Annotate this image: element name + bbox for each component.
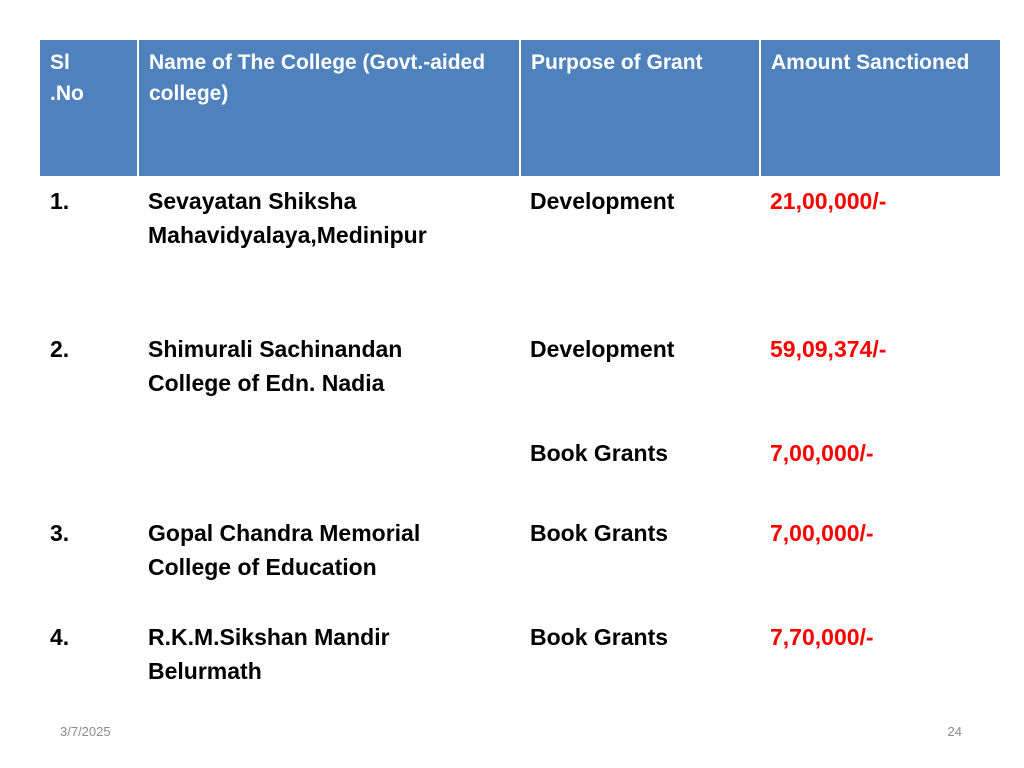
header-college-name bbox=[138, 40, 520, 176]
table-header-row bbox=[40, 40, 1000, 176]
header-name-line2: college) bbox=[149, 82, 229, 105]
table-row bbox=[40, 428, 1000, 508]
row-purpose: Book Grants bbox=[530, 624, 669, 650]
footer-page-number: 24 bbox=[947, 724, 962, 739]
row-college-name bbox=[138, 324, 520, 428]
row-amount: 21,00,000/- bbox=[770, 188, 887, 214]
college-name-line2: College of Edn. Nadia bbox=[148, 370, 385, 396]
row-amount: 7,70,000/- bbox=[770, 624, 874, 650]
row-college-name bbox=[138, 176, 520, 324]
table-row bbox=[40, 176, 1000, 324]
row-college-name bbox=[138, 612, 520, 696]
row-amount: 7,00,000/- bbox=[770, 440, 874, 466]
college-name-line1: Shimurali Sachinandan bbox=[148, 336, 403, 362]
college-name-line1: Sevayatan Shiksha bbox=[148, 188, 357, 214]
table-row bbox=[40, 612, 1000, 696]
header-name-line1: Name of The College (Govt.-aided bbox=[149, 51, 486, 74]
row-amount: 7,00,000/- bbox=[770, 520, 874, 546]
college-name-line1: Gopal Chandra Memorial bbox=[148, 520, 421, 546]
header-purpose: Purpose of Grant bbox=[520, 40, 760, 176]
footer-date: 3/7/2025 bbox=[60, 724, 111, 739]
header-sl-line1: Sl bbox=[50, 51, 70, 74]
table-row bbox=[40, 324, 1000, 428]
row-amount: 59,09,374/- bbox=[770, 336, 887, 362]
row-purpose: Development bbox=[530, 188, 675, 214]
row-purpose: Book Grants bbox=[530, 520, 669, 546]
college-name-line1: R.K.M.Sikshan Mandir bbox=[148, 624, 390, 650]
row-college-name bbox=[138, 428, 520, 508]
header-sl-no bbox=[40, 40, 138, 176]
row-sl: 2. bbox=[50, 336, 70, 362]
college-name-line2: Mahavidyalaya,Medinipur bbox=[148, 222, 427, 248]
college-name-line2: College of Education bbox=[148, 554, 377, 580]
row-sl: 1. bbox=[50, 188, 70, 214]
row-sl: 3. bbox=[50, 520, 70, 546]
row-sl bbox=[40, 428, 138, 508]
row-college-name bbox=[138, 508, 520, 612]
table-row bbox=[40, 508, 1000, 612]
header-sl-line2: .No bbox=[50, 82, 84, 105]
row-sl: 4. bbox=[50, 624, 70, 650]
header-amount: Amount Sanctioned bbox=[760, 40, 1000, 176]
row-purpose: Development bbox=[530, 336, 675, 362]
row-purpose: Book Grants bbox=[530, 440, 669, 466]
college-name-line2: Belurmath bbox=[148, 658, 262, 684]
grant-table bbox=[40, 40, 1000, 696]
